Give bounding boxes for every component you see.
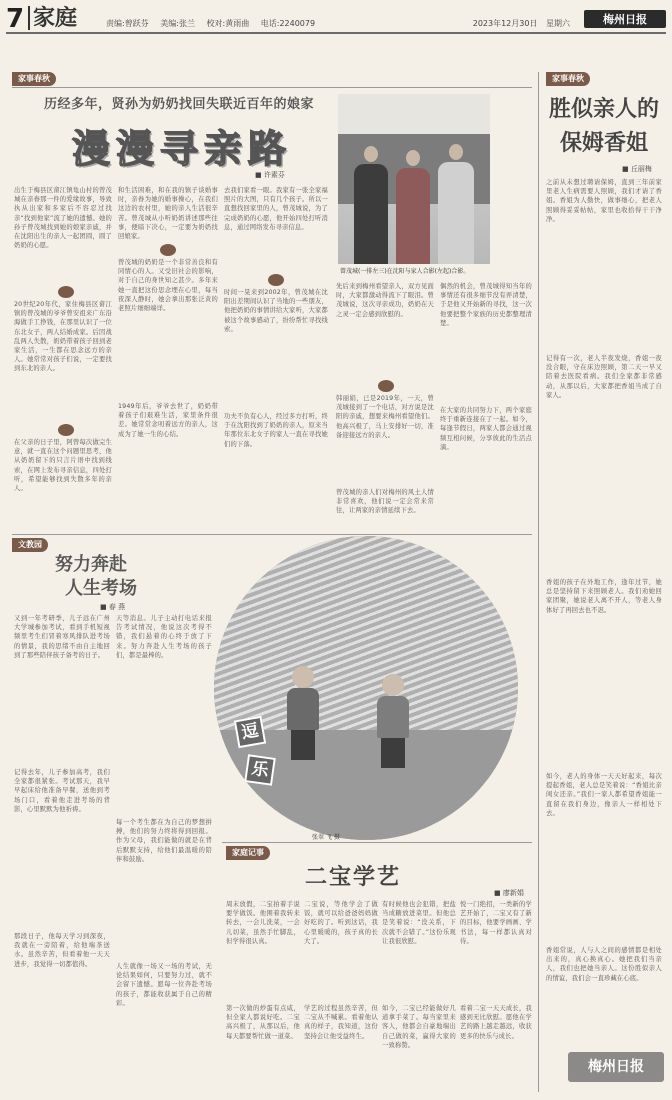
header-date [467, 18, 570, 29]
story1-col2: 和生活困难，和在我的镇子谈婚事时，亲眷为她的婚事操心，在我们这边的农村里，她的亲人生活很辛苦。曾茂城从小听奶奶讲述那些往事，便暗下决心，一定要为奶奶找回娘家。 [118, 187, 218, 240]
story1-col4c: 曾茂城的亲人们对梅州的风土人情非常喜欢，他们说一定会常来常往，让两家的亲情延续下去。 [336, 489, 434, 515]
story1-col1b: 20世纪20年代，家住梅县区畲江镇的曾茂城的爷爷曾安祖来广东沿海做手工挣钱，在那里认识了一位东北女子，两人结婚成家。后因战乱两人失散，奶奶带着孩子回到老家生活，一生都在思念远方的亲人。她常常对孩子们说，一定要找到东北的亲人。 [14, 301, 112, 373]
story1-col5: 偶然的机会，曾茂城得知当年的事情还有很多细节没有弄清楚，于是他又开始新的寻找，这一次他要把整个家族的历史都整理清楚。 [440, 283, 532, 327]
story1-col2c: 1949年后，爷爷去世了，奶奶带着孩子们艰难生活，家里条件很差。她常常念叨着远方的亲人，这成为了她一生的心结。 [118, 403, 218, 438]
section-marker-icon [268, 274, 284, 286]
story1-tag: 家事春秋 [12, 72, 56, 86]
story1-col3b: 时间一晃来到2002年，曾茂城在沈阳出差期间认识了当地的一些朋友，他把奶奶的事情讲给大家听，大家都被这个故事感动了，纷纷帮忙寻找线索。 [224, 289, 328, 333]
photo-badge: 逗 [234, 716, 266, 748]
section-marker-icon [58, 286, 74, 298]
story4-col3b: 如今，二宝已经能做好几道拿手菜了。每当家里来客人，他都会自豪地端出自己做的菜，赢得大家的一致称赞。 [382, 1005, 456, 1049]
phone-credit: 电话:2240079 [260, 19, 316, 28]
child-figure [292, 666, 319, 760]
proof-credit: 校对:黄雨曲 [206, 19, 250, 28]
story1-col3: 去我们家看一眼。我家有一张全家福照片的大图，只有几个孩子。所以一直想找回家里的人，曾茂城说，为了完成奶奶的心愿，他开始四处打听消息，通过网络发布寻亲信息。 [224, 187, 328, 231]
person-figure [354, 146, 388, 264]
story3-col1b: 记得去年，儿子参加高考，我们全家都很紧张。考试那天，我早早起床给他准备早餐，送他到考场门口，看着他走进考场的背影，心里默默为他祈祷。 [14, 769, 110, 813]
story1-photo [338, 94, 490, 264]
child-figure [382, 674, 409, 768]
art-credit: 美编:张兰 [160, 19, 195, 28]
story4-tag: 家庭记事 [226, 846, 270, 860]
story4-col1b: 第一次做的炒蛋有点咸，但全家人都说好吃。二宝高兴极了，从那以后，他每天都要帮忙做一道菜。 [226, 1005, 300, 1040]
story4-col1: 周末放假，二宝拍着手说要学做饭。他围着我转来转去，一会儿洗菜，一会儿切菜，虽然手忙脚乱，但学得很认真。 [226, 901, 300, 945]
story1-col1c: 在父亲的日子里，阿曾每次做完生意，就一直在这个问题里思考，他从奶奶留下的只言片语中找到线索，在网上发布寻亲信息，四处打听，希望能够找到失散多年的亲人。 [14, 439, 112, 493]
story3-col1c: 那段日子，他每天学习到深夜，我就在一旁陪着，给他端茶送水。虽然辛苦，但看着他一天天进步，我觉得一切都值得。 [14, 933, 110, 968]
page-number: 7 [6, 4, 25, 34]
story1-col4b: 韩丽娟，已是2019年，一天，曾茂城接到了一个电话，对方说是沈阳的亲戚，想要来梅州看望他们。他高兴极了，马上安排好一切，准备迎接远方的亲人。 [336, 395, 434, 439]
story1-col1: 出生于梅县区畲江镇龟山村的曾茂城在亲眷那一件的爱缘故事，导致执从出家和多家后不容忍过找亲“找到他家”流了她的遗憾。她的孙子曾茂城找到她的娘家亲戚，并在沈阳出生的亲人一起团圆，圆了奶奶的心愿。 [14, 187, 112, 250]
story1-col4: 先后来到梅州看望亲人，双方见面时，大家都激动得流下了眼泪。曾茂城说，这次寻亲成功，奶奶在天之灵一定会感到欣慰的。 [336, 283, 434, 318]
story3-author: ■ 春 燕 [100, 603, 126, 611]
watermark-logo: 梅州日报 [568, 1052, 664, 1082]
photo-credit: 张翠 飞 摄 [312, 834, 340, 841]
section-marker-icon [160, 244, 176, 256]
story1-rule [12, 87, 532, 88]
story2-title: 胜似亲人的 保姆香姐 [548, 96, 659, 156]
section-marker-icon [58, 424, 74, 436]
story2-tag: 家事春秋 [546, 72, 590, 86]
story3-rule [12, 534, 532, 535]
story3-col2: 天等消息。儿子主动打电话来报告考试情况，他说这次考得不错，我们悬着的心终于放了下来。努力奔赴人生考场的孩子们，都是最棒的。 [116, 615, 212, 659]
story2-author: ■ 丘丽梅 [622, 165, 652, 173]
story1-photo-caption: 曾茂城(一排左三)在沈阳与家人合影(左起)合影。 [340, 268, 470, 275]
person-figure [438, 144, 474, 264]
story3-title-line1: 努力奔赴 [55, 554, 127, 575]
story2-col1c: 香姐的孩子在外地工作，逢年过节，她总是坚持留下来照顾老人。我们劝她回家团聚，她说老人离不开人，等老人身体好了再回去也不迟。 [546, 579, 662, 614]
story3-title-line2: 人生考场 [65, 578, 137, 599]
story4-col2: 二宝说，等他学会了做饭，就可以给爸爸妈妈做好吃的了。听到这话，我心里暖暖的，孩子真的长大了。 [304, 901, 378, 945]
story4-col3: 有时候他也会犯错，把盐当成糖放进菜里。但他总是笑着说：“没关系，下次就不会错了。”这份乐观让我很欣慰。 [382, 901, 456, 945]
section-title: 家庭 [28, 6, 77, 30]
story2-col1b: 记得有一次，老人半夜发烧，香姐一夜没合眼，守在床边照顾，第二天一早又陪着去医院看病。我们全家都非常感动，从那以后，大家都把香姐当成了自家人。 [546, 355, 662, 399]
story2-col1d: 如今，老人的身体一天天好起来，每次提起香姐，老人总是笑着说：“香姐比亲闺女还亲。”我们一家人都希望香姐能一直留在我们身边，像亲人一样相处下去。 [546, 773, 662, 817]
section-marker-icon [378, 380, 394, 392]
story1-author: ■ 许素芬 [255, 171, 285, 179]
photo-badge: 乐 [244, 754, 276, 786]
story4-col4: 悦一门绝招，一类新的学艺开始了，二宝又有了新的目标，他要学画画、学书法，每一样都认真对待。 [460, 901, 532, 945]
column-divider [538, 72, 539, 1092]
person-figure [396, 150, 430, 264]
story1-kicker: 历经多年，贤孙为奶奶找回失联近百年的娘家 [44, 97, 315, 112]
story4-rule [222, 842, 532, 843]
story1-col2b: 曾茂城的奶奶是一个非常善良和有同情心的人。又受旧社会的影响，对于自己的身世知之甚少。多年来她一直把这份思念埋在心里，每当夜深人静时，她会拿出那张泛黄的老照片细细端详。 [118, 259, 218, 313]
story4-col4b: 看着二宝一天天成长，我感到无比欣慰。愿他在学艺的路上越走越远，收获更多的快乐与成长。 [460, 1005, 532, 1040]
story3-tag: 文教园 [12, 538, 48, 552]
story4-title: 二宝学艺 [305, 864, 402, 890]
story3-col2c: 人生就像一场又一场的考试，无论结果如何，只要努力过，就不会留下遗憾。愿每一位奔赴考场的孩子，都能收获属于自己的精彩。 [116, 963, 212, 1007]
newspaper-logo: 梅州日报 [584, 10, 666, 28]
story3-col2b: 每一个考生都在为自己的梦想拼搏，他们的努力终将得到回报。作为父母，我们能做的就是在背后默默支持，给他们最温暖的陪伴和鼓励。 [116, 819, 212, 863]
children-photo [214, 536, 518, 840]
issue-date: 2023年12月30日 [472, 19, 538, 28]
story4-col2b: 学艺的过程虽然辛苦，但二宝从不喊累。看着他认真的样子，我知道，这份坚持会让他受益终生。 [304, 1005, 378, 1040]
story3-col1: 又到一年考研季，儿子远在广州大学城参加考试，看到手机短视频里考生们冒着寒风排队进考场的情景，我的思绪不由自主地回到了那些陪伴孩子备考的日子。 [14, 615, 110, 659]
story1-title: 漫漫寻亲路 [72, 126, 293, 171]
issue-weekday: 星期六 [546, 19, 570, 28]
page-header [6, 4, 666, 34]
editor-credit: 责编:曾跃芬 [106, 19, 149, 28]
story1-col5b: 在大家的共同努力下，两个家庭终于重新连接在了一起。如今，每逢节假日，两家人都会通过视频互相问候，分享彼此的生活点滴。 [440, 407, 532, 451]
story2-col1e: 香姐常说，人与人之间的感情都是相处出来的，真心换真心。她把我们当亲人，我们也把她当亲人。这份胜似亲人的情谊，我们会一直珍藏在心底。 [546, 947, 662, 982]
story2-col1: 之前从未想过聘请保姆，直到三年前家里老人生病需要人照顾，我们才请了香姐。香姐为人勤快，做事细心，把老人照顾得妥妥帖帖，家里也收拾得干干净净。 [546, 179, 662, 223]
story1-col3c: 功夫不负有心人，经过多方打听，终于在沈阳找到了奶奶的亲人，原来当年那位东北女子的家人一直在寻找她们的下落。 [224, 413, 328, 448]
header-credits [106, 18, 324, 29]
story4-author: ■ 廖新娟 [494, 889, 524, 897]
